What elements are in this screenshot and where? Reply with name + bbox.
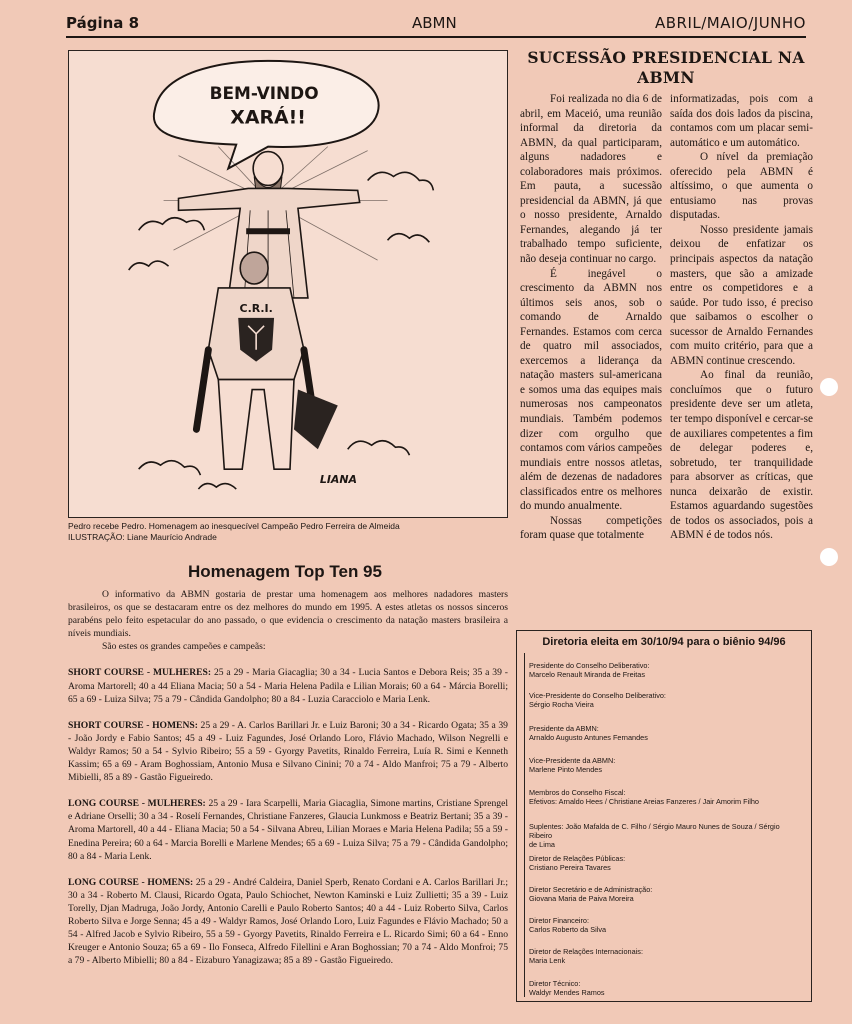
section-short-mulheres	[68, 666, 508, 705]
list-item	[529, 756, 804, 774]
name: Arnaldo Augusto Antunes Fernandes	[529, 733, 648, 743]
section-heading: SHORT COURSE - HOMENS:	[68, 719, 198, 731]
caption-line-1: Pedro recebe Pedro. Homenagem ao inesquecível Campeão Pedro Ferreira de Almeida	[68, 521, 400, 531]
sucessao-title-line-2: ABMN	[637, 68, 695, 87]
section-text: 25 a 29 - Iara Scarpelli, Maria Giacaglia, Simone martins, Cristiane Sprengel e Adriane Orselli; 30 a 34 - Roselí Fernandes, Christiane Fanzeres, Glaucia Lunkmoss e Beatriz Bertani; 35 a 39 - Aroma Martorell, 40 a 44 - Eliana Macia; 50 a 54 - Silvana Abreu, Lilian Moraes e Maria Helena Padila; 55 a 59 - Enedina Pereira; 60 a 64 - Marcia Borelli e Marlene Mendes; 65 a 69 - Luiza Silva; 75 a 79 - Cândida Gandolpho; 80 a 84 - Maria Lenk.	[68, 798, 508, 862]
page-number: Página 8	[66, 14, 140, 32]
name: Carlos Roberto da Silva	[529, 925, 607, 935]
section-heading: LONG COURSE - MULHERES:	[68, 798, 206, 810]
section-long-homens	[68, 876, 508, 968]
homenagem-intro: O informativo da ABMN gostaria de prestar uma homenagem aos melhores nadadores masters brasileiros, os que se destacaram entre os dez melhores do mundo em 1995. A estes atletas os nossos sinceros parabéns pelo feito espetacular do ano passado, o que evidencia o crescimento da natação masters brasileira a níveis mundiais.	[68, 589, 508, 640]
diretoria-title: Diretoria eleita em 30/10/94 para o biênio 94/96	[542, 636, 786, 648]
list-item	[529, 885, 804, 903]
speech-line-1: BEM-VINDO	[209, 82, 319, 103]
role: Suplentes: João Mafalda de C. Filho / Sérgio Mauro Nunes de Souza / Sérgio Ribeiro	[529, 822, 780, 841]
paragraph: Foi realizada no dia 6 de abril, em Maceió, uma reunião informal da diretoria da ABMN, da qual participaram, alguns nadadores e colaboradores mais próximos. Em pauta, a sucessão presidencial da ABMN, já que o nosso presidente, Arnaldo Fernandes, alegando já ter trabalhado tempo suficiente, não deseja continuar no cargo.	[520, 93, 662, 266]
role: Diretor Financeiro:	[529, 916, 590, 925]
section-short-homens	[68, 719, 508, 784]
punch-hole	[820, 378, 838, 396]
name: Efetivos: Arnaldo Hees / Christiane Areias Fanzeres / Jair Amorim Filho	[529, 797, 759, 807]
speech-line-2: XARÁ!!	[230, 106, 306, 129]
paragraph: Nosso presidente jamais deixou de enfatizar os principais aspectos da natação masters, que são a amizade entre os competidores e a saúde. Por tudo isso, é preciso que saibamos o escolher o sucessor de Arnaldo Fernandes com muito critério, para que a ABMN continue crescendo.	[670, 223, 813, 367]
list-item	[529, 691, 804, 709]
diretoria-box	[516, 630, 812, 1002]
name: Maria Lenk	[529, 956, 566, 966]
section-long-mulheres	[68, 797, 508, 862]
list-item	[529, 822, 804, 850]
diretoria-list	[524, 653, 804, 997]
name: Sérgio Rocha Vieira	[529, 700, 594, 710]
list-item	[529, 788, 804, 806]
name: Marlene Pinto Mendes	[529, 765, 603, 775]
name: Giovana Maria de Paiva Moreira	[529, 894, 634, 904]
sucessao-column-2	[670, 92, 813, 543]
role: Diretor Secretário e de Administração:	[529, 885, 653, 894]
punch-hole	[820, 548, 838, 566]
sucessao-column-1	[520, 92, 662, 543]
paragraph: O nível da premiação oferecido pela ABMN é altíssimo, o que aumenta o entusiamo nas provas disputadas.	[670, 151, 813, 222]
paragraph: informatizadas, pois com a saída dos dois lados da piscina, contamos com um placar semi-automático e um automático.	[670, 93, 813, 149]
section-text: 25 a 29 - André Caldeira, Daniel Sperb, Renato Cordani e A. Carlos Barillari Jr.; 30 a 34 - Roberto M. Clausi, Ricardo Ogata, Paulo Schiochet, Newton Kaminski e Luiz Zullietti; 35 a 39 - Luiz Torelly, Djan Madruga, João Jordy, Antonio Carelli e Paulo Roberto Santos; 40 a 44 - Luiz Roberto Silva, Carlos Roberto Silva e Jorge Senna; 45 a 49 - Waldyr Ramos, José Orlando Loro, Luiz Fagundes e Flávio Machado; 50 a 54 - Alfred Jacob e Sylvio Ribeiro, 55 a 59 - Gyorgy Pavetits, Rinaldo Ferreira e L. Ricardo Simi; 60 a 64 - Enno Kreuger e Antonio Souza; 65 a 69 - Ilo Fonseca, Alfredo Filellini e Aran Boghossian; 70 a 74 - Aldo Monfroi; 75 a 79 - Alberto Mibielli; 80 a 84 - Eizaburo Yanagizawa; 85 a 89 - Gastão Figueiredo.	[68, 876, 508, 967]
cartoon-illustration	[68, 50, 508, 518]
artist-signature: LIANA	[319, 473, 357, 487]
list-item	[529, 854, 804, 872]
role: Diretor de Relações Públicas:	[529, 854, 626, 863]
list-item	[529, 979, 804, 997]
list-item	[529, 724, 804, 742]
caption-line-2: ILUSTRAÇÃO: Liane Maurício Andrade	[68, 532, 217, 542]
homenagem-lead: São estes os grandes campeões e campeãs:	[102, 641, 266, 653]
role: Vice-Presidente da ABMN:	[529, 756, 616, 765]
shirt-text: C.R.I.	[239, 301, 273, 315]
illustration-caption	[68, 521, 508, 543]
list-item	[529, 661, 804, 679]
publication-name: ABMN	[412, 14, 457, 32]
sucessao-title	[518, 48, 814, 88]
paragraph: Ao final da reunião, concluímos que o futuro presidente deve ser um atleta, ter tempo disponível e cercar-se de auxiliares competentes a fim de delegar poderes e, sobretudo, ter tranquilidade para absorver as críticas, que nunca deixarão de existir. Estamos aguardando sugestões de todos os associados, pois a ABMN é de todos nós.	[670, 369, 813, 542]
role: Presidente da ABMN:	[529, 724, 599, 733]
list-item	[529, 947, 804, 965]
role: Presidente do Conselho Deliberativo:	[529, 661, 650, 670]
page-header	[66, 10, 806, 38]
role: Diretor de Relações Internacionais:	[529, 947, 643, 956]
name: Marcelo Renault Miranda de Freitas	[529, 670, 645, 680]
sucessao-title-line-1: SUCESSÃO PRESIDENCIAL NA	[527, 48, 805, 67]
list-item	[529, 916, 804, 934]
paragraph: É inegável o crescimento da ABMN nos últimos seis anos, sob o comando de Arnaldo Fernandes. Estamos com cerca de quatro mil associados, exercemos a liderança da natação masters sul-americana e somos uma das equipes mais numerosas nos campeonatos mundiais. Também podemos dizer com orgulho que contamos com vários campeões mundiais entre nossos atletas, além de dezenas de nadadores classificados entre os melhores do mundo anualmente.	[520, 267, 662, 513]
homenagem-title: Homenagem Top Ten 95	[188, 562, 382, 581]
paragraph: Nossas competições foram quase que totalmente	[520, 514, 662, 542]
section-text: 25 a 29 - A. Carlos Barillari Jr. e Luiz Baroni; 30 a 34 - Ricardo Ogata; 35 a 39 - João Jordy e Fabio Santos; 45 a 49 - Luiz Fagundes, José Orlando Loro, Flávio Machado, Wilson Negrelli e Waldyr Ramos; 50 a 54 - Sylvio Ribeiro; 55 a 59 - Gyorgy Pavetits, Rinaldo Ferreira, Luía R. Simi e Kenneth Kassim; 65 a 69 - Aram Boghossiam, Antonio Musa e Silvano Cinini; 70 a 74 - Aldo Manfroi; 75 a 79 - Alberto Mibielli, 85 a 89 - Gastão Figueiredo.	[68, 719, 508, 784]
homenagem-article	[68, 588, 508, 967]
name: de Lima	[529, 840, 555, 850]
section-heading: SHORT COURSE - MULHERES:	[68, 667, 212, 679]
section-text: 25 a 29 - Maria Giacaglia; 30 a 34 - Lucia Santos e Debora Reis; 35 a 39 - Aroma Martorell; 40 a 44 Eliana Macia; 50 a 54 - Maria Helena Padila e Lilian Morais; 60 a 64 - Márcia Borelli; 65 a 69 - Luiza Silva; 75 a 79 - Cândida Gandolpho; 80 a 84 - Luzia Caracciolo e Maria Lenk.	[68, 667, 508, 705]
name: Waldyr Mendes Ramos	[529, 988, 605, 998]
name: Cristiano Pereira Tavares	[529, 863, 611, 873]
role: Diretor Técnico:	[529, 979, 581, 988]
issue-date: ABRIL/MAIO/JUNHO	[654, 14, 806, 32]
role: Membros do Conselho Fiscal:	[529, 788, 626, 797]
role: Vice-Presidente do Conselho Deliberativo:	[529, 691, 666, 700]
section-heading: LONG COURSE - HOMENS:	[68, 876, 194, 888]
